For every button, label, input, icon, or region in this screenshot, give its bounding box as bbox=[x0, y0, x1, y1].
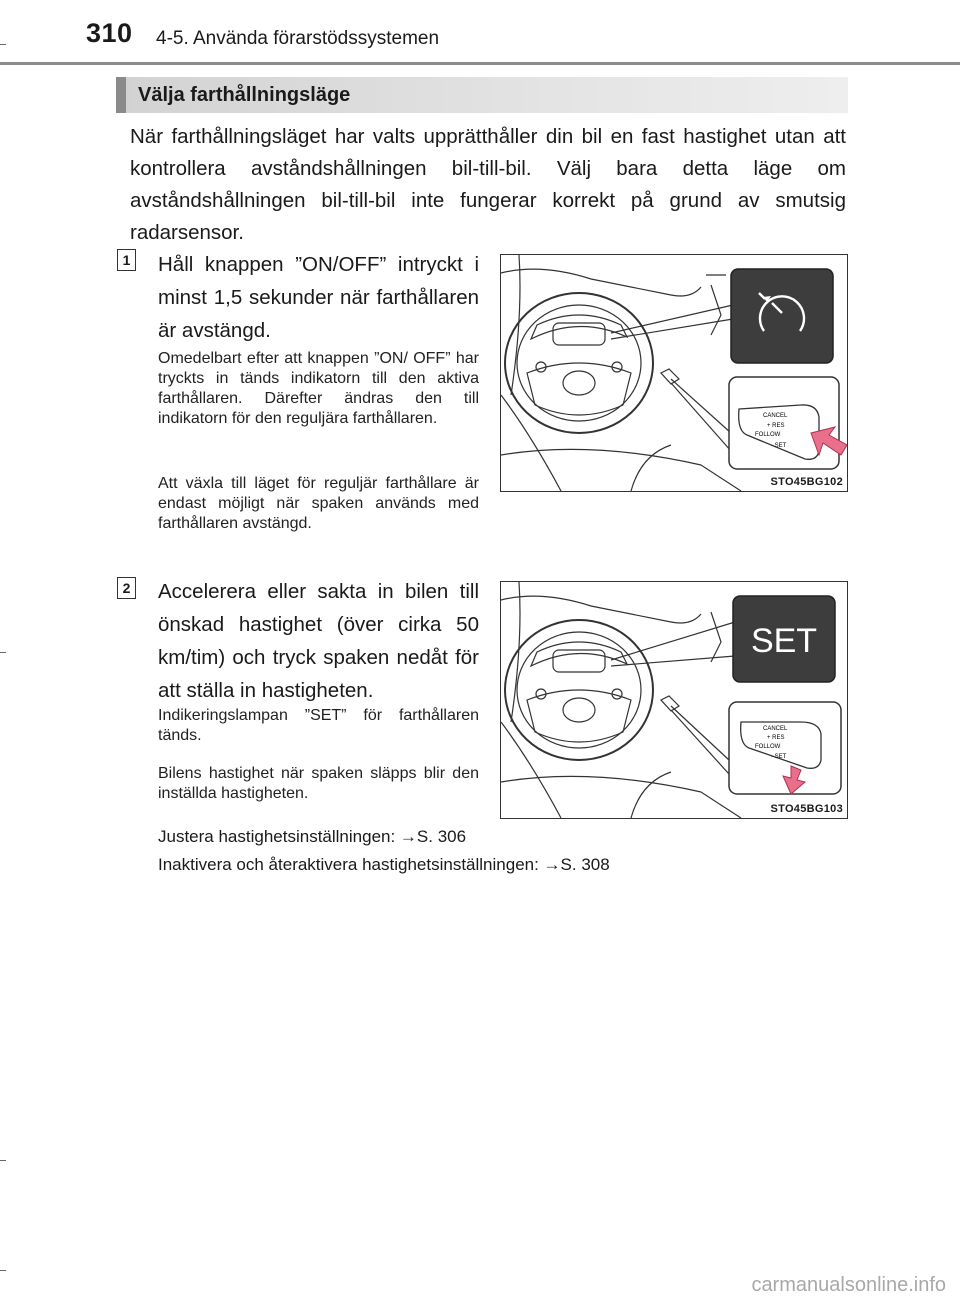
page-number: 310 bbox=[86, 18, 133, 48]
lever-set-label-2: - SET bbox=[771, 754, 787, 760]
lever-res-label-2: + RES bbox=[767, 735, 785, 741]
figure-step-2 bbox=[500, 581, 848, 819]
step-1-note-2: Att växla till läget för reguljär farthållare är endast möjligt när spaken används med farthållaren avstängd. bbox=[158, 475, 479, 532]
section-accent bbox=[116, 77, 126, 113]
reference-disable-enable[interactable]: Inaktivera och återaktivera hastighetsinställningen: →S. 308 bbox=[158, 855, 610, 874]
lever-follow-label-2: FOLLOW bbox=[755, 744, 781, 750]
watermark: carmanualsonline.info bbox=[751, 1274, 946, 1296]
figure-code-1: STO45BG102 bbox=[770, 476, 843, 488]
header-divider bbox=[0, 62, 960, 65]
lever-cancel-label: CANCEL bbox=[763, 413, 788, 419]
step-2-heading: Accelerera eller sakta in bilen till önskad hastighet (över cirka 50 km/tim) och tryck spaken nedåt för att ställa in hastigheten. bbox=[158, 580, 479, 702]
crop-mark bbox=[0, 652, 6, 653]
step-2-note-2: Bilens hastighet när spaken släpps blir den inställda hastigheten. bbox=[158, 765, 479, 802]
section-heading bbox=[116, 77, 848, 113]
set-indicator-text: SET bbox=[750, 622, 818, 660]
step-2-note-1: Indikeringslampan ”SET” för farthållaren tänds. bbox=[158, 707, 479, 744]
section-title: Välja farthållningsläge bbox=[138, 84, 351, 106]
steering-wheel-illustration-2 bbox=[501, 582, 847, 818]
intro-paragraph: När farthållningsläget har valts upprätthåller din bil en fast hastighet utan att kontrollera avståndshållningen bil-till-bil. Välj bara detta läge om avståndshållningen bil-till-bil inte fungerar korrekt på grund av smutsig radarsensor. bbox=[130, 125, 846, 244]
crop-mark bbox=[0, 1270, 6, 1271]
step-1-heading: Håll knappen ”ON/OFF” intryckt i minst 1,5 sekunder när farthållaren är avstängd. bbox=[158, 253, 479, 342]
lever-res-label: + RES bbox=[767, 423, 785, 429]
lever-follow-label: FOLLOW bbox=[755, 432, 781, 438]
crop-mark bbox=[0, 44, 6, 45]
chapter-title: 4-5. Använda förarstödssystemen bbox=[156, 28, 440, 49]
step-1-note-1: Omedelbart efter att knappen ”ON/ OFF” har tryckts in tänds indikatorn till den aktiva farthållaren. Därefter ändras den till indikatorn för den reguljära farthållaren. bbox=[158, 350, 479, 427]
lever-cancel-label-2: CANCEL bbox=[763, 726, 788, 732]
step-number-2: 2 bbox=[117, 577, 136, 599]
step-number-1: 1 bbox=[117, 249, 136, 271]
figure-step-1 bbox=[500, 254, 848, 492]
steering-wheel-illustration bbox=[501, 255, 847, 491]
figure-code-2: STO45BG103 bbox=[770, 803, 843, 815]
crop-mark bbox=[0, 1160, 6, 1161]
reference-adjust-speed[interactable]: Justera hastighetsinställningen: →S. 306 bbox=[158, 827, 467, 846]
lever-set-label: - SET bbox=[771, 443, 787, 449]
